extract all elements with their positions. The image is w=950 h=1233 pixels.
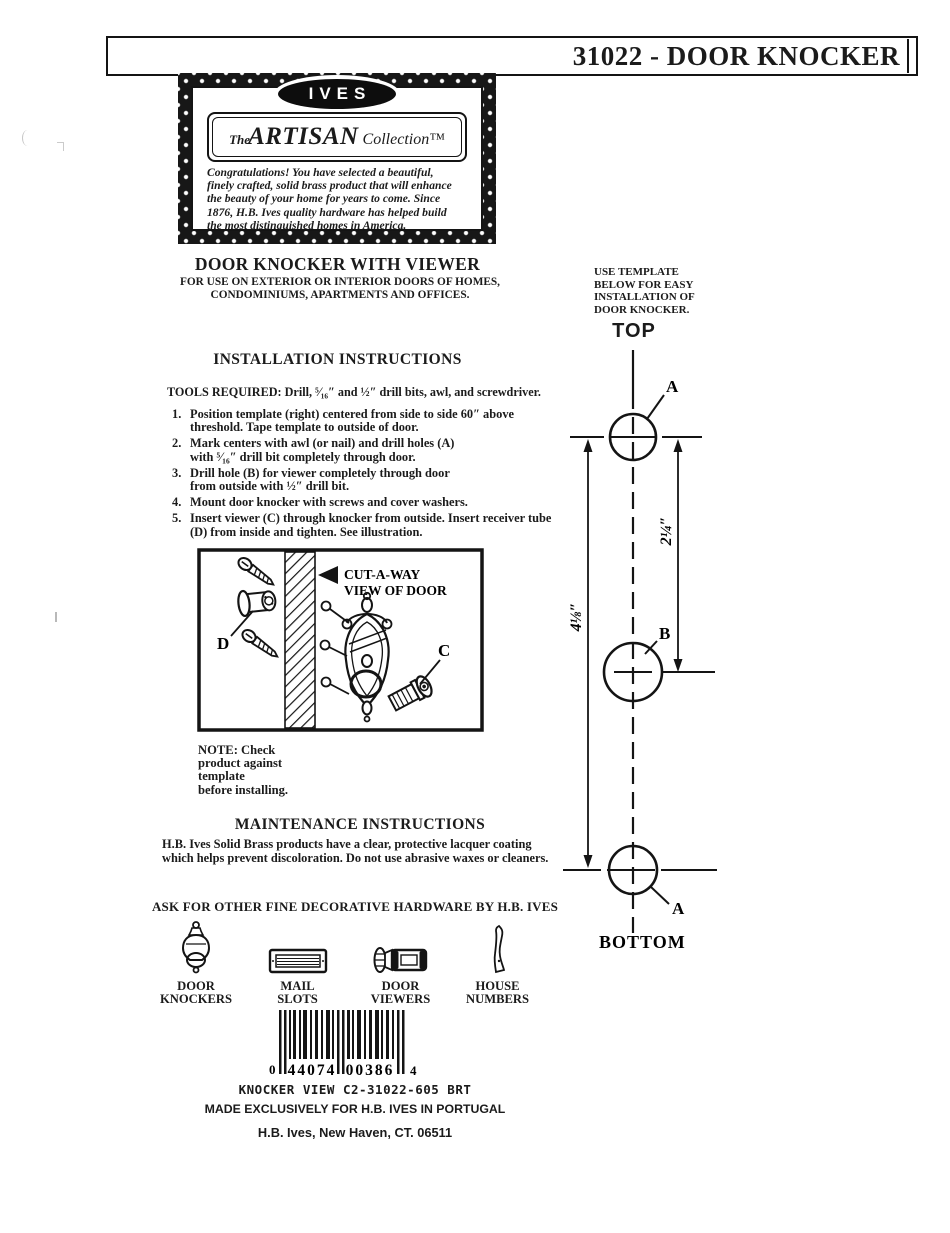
step-line: Mark centers with awl (or nail) and drill holes (A)	[190, 436, 455, 451]
seal-inner-panel	[191, 86, 483, 231]
congrats-line: 1876, H.B. Ives quality hardware has helped build	[207, 205, 447, 219]
artisan-collection-frame	[207, 112, 467, 162]
ives-logo	[278, 79, 396, 109]
install-step	[172, 467, 564, 494]
step-number: 5.	[172, 511, 182, 526]
note-line: before installing.	[198, 782, 289, 797]
install-step	[172, 408, 564, 435]
a-top-leader	[647, 395, 664, 419]
product-subtitle-line: CONDOMINIUMS, APARTMENTS AND OFFICES.	[210, 288, 470, 301]
step-line: (D) from inside and tighten. See illustration.	[190, 524, 423, 539]
collection-name: ARTISAN	[248, 123, 359, 150]
barcode	[263, 1008, 423, 1078]
step-line: Drill hole (B) for viewer completely through door	[190, 465, 450, 480]
diagram-border	[199, 550, 482, 730]
part-label-d: D	[217, 634, 230, 653]
scan-artifact	[55, 612, 57, 622]
promo-item	[154, 920, 238, 1006]
brand-seal	[178, 73, 496, 244]
barcode-digit: 4	[410, 1063, 417, 1078]
door-viewer-icon	[372, 944, 430, 976]
template-instruction-line: BELOW FOR EASY	[594, 278, 694, 291]
promo-item	[255, 920, 340, 1006]
promo-item-label: MAIL	[280, 979, 315, 993]
promo-item-label: DOOR	[177, 979, 215, 993]
install-step	[172, 437, 564, 464]
template-top-label: TOP	[612, 320, 656, 342]
header-box	[106, 36, 918, 76]
header-inner-rule	[907, 39, 909, 73]
tools-required: TOOLS REQUIRED: Drill, ⁵⁄₁₆″ and ½″ drill bits, awl, and screwdriver.	[167, 385, 541, 399]
step-number: 1.	[172, 407, 182, 421]
cutaway-callout-line: CUT-A-WAY	[344, 567, 421, 582]
barcode-digit: 0	[269, 1062, 276, 1077]
hole-a-top-label: A	[666, 377, 679, 396]
cutaway-callout-line: VIEW OF DOOR	[344, 583, 447, 598]
congratulations-text	[207, 166, 471, 232]
brand-name: IVES	[308, 84, 372, 103]
product-title: DOOR KNOCKER WITH VIEWER	[194, 254, 481, 274]
congrats-line: finely crafted, solid brass product that will enhance	[207, 179, 452, 193]
promo-item-label: VIEWERS	[370, 992, 431, 1006]
house-number-icon	[486, 924, 510, 976]
product-subtitle	[160, 276, 520, 302]
note-text	[198, 744, 288, 797]
maintenance-line: H.B. Ives Solid Brass products have a clear, protective lacquer coating	[162, 837, 532, 851]
template-drawing	[545, 348, 795, 960]
step-line: threshold. Tape template to outside of door.	[190, 420, 419, 435]
step-line: with ⁵⁄₁₆″ drill bit completely through door.	[190, 449, 416, 464]
product-code: KNOCKER VIEW C2-31022-605 BRT	[238, 1082, 472, 1097]
scan-artifact	[22, 130, 33, 146]
promo-item	[455, 920, 540, 1006]
collection-post: Collection™	[362, 131, 445, 148]
hole-b-label: B	[659, 624, 671, 643]
install-step	[172, 496, 564, 509]
step-line: Insert viewer (C) through knocker from outside. Insert receiver tube	[190, 511, 552, 526]
address-line: H.B. Ives, New Haven, CT. 06511	[257, 1125, 453, 1140]
template-bottom-label: BOTTOM	[599, 932, 686, 952]
congrats-line: Congratulations! You have selected a beautiful,	[207, 166, 434, 179]
note-line: template	[198, 769, 245, 784]
congrats-line: the most distinguished homes in America.	[207, 218, 407, 232]
made-in-line: MADE EXCLUSIVELY FOR H.B. IVES IN PORTUGAL	[204, 1102, 506, 1116]
install-step	[172, 512, 564, 539]
maintenance-line: which helps prevent discoloration. Do not use abrasive waxes or cleaners.	[162, 850, 549, 865]
barcode-digit-group: 00386	[345, 1062, 395, 1078]
dim-overall	[568, 439, 593, 868]
template-instruction-line: INSTALLATION OF	[594, 291, 695, 304]
promo-item-label: KNOCKERS	[159, 992, 233, 1006]
door-knocker-icon	[178, 920, 214, 976]
note-line: NOTE: Check	[198, 743, 276, 757]
promo-item-label: HOUSE	[475, 979, 520, 993]
promo-item-label: DOOR	[381, 979, 420, 993]
step-number: 4.	[172, 495, 182, 510]
part-label-c: C	[438, 641, 451, 660]
step-number: 3.	[172, 465, 182, 480]
page-title: 31022 - DOOR KNOCKER	[572, 40, 900, 71]
note-line: product against	[198, 756, 283, 771]
door-cross-section	[285, 552, 315, 728]
collection-line	[229, 123, 445, 151]
promo-heading: ASK FOR OTHER FINE DECORATIVE HARDWARE BY H.B. IVES	[151, 899, 559, 914]
installation-steps	[172, 408, 564, 542]
template-instruction-line: DOOR KNOCKER.	[594, 303, 690, 316]
maintenance-text	[162, 838, 548, 865]
product-subtitle-line: FOR USE ON EXTERIOR OR INTERIOR DOORS OF HOMES,	[179, 276, 500, 288]
mail-slot-icon	[268, 946, 328, 976]
promo-item-label: NUMBERS	[466, 992, 529, 1006]
a-bottom-leader	[651, 887, 669, 904]
hole-a-bottom-label: A	[672, 899, 685, 918]
barcode-digit-group: 44074	[287, 1062, 337, 1078]
step-line: Position template (right) centered from side to side 60″ above	[190, 407, 515, 421]
template-instruction-line: USE TEMPLATE	[594, 266, 679, 278]
dim-overall-label: 4⅛″	[568, 602, 585, 632]
promo-item	[358, 920, 443, 1006]
cutaway-diagram	[197, 548, 484, 732]
congrats-line: the beauty of your home for years to come. Since	[207, 192, 441, 206]
maintenance-heading: MAINTENANCE INSTRUCTIONS	[234, 816, 486, 833]
step-line: from outside with ½″ drill bit.	[190, 479, 350, 494]
step-line: Mount door knocker with screws and cover washers.	[190, 495, 468, 510]
collection-pre: The	[229, 132, 251, 147]
installation-heading: INSTALLATION INSTRUCTIONS	[213, 351, 462, 368]
template-instruction	[594, 266, 704, 316]
scan-artifact	[57, 142, 64, 151]
step-number: 2.	[172, 436, 182, 451]
dim-upper-label: 2¼″	[658, 516, 675, 546]
promo-item-label: SLOTS	[277, 992, 318, 1006]
